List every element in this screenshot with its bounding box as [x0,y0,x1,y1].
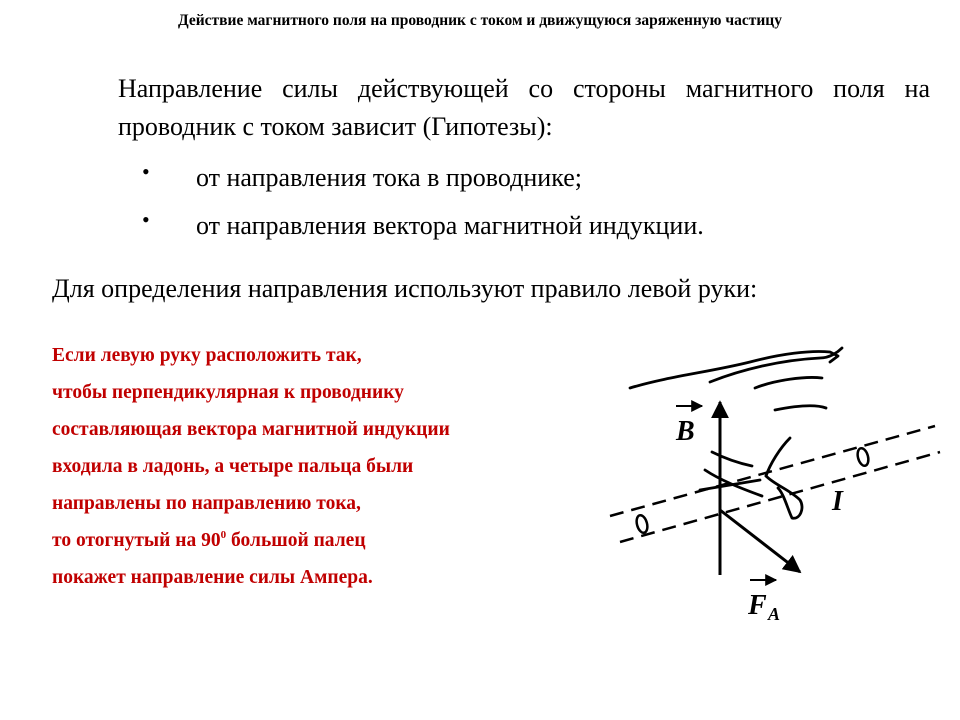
slide-title: Действие магнитного поля на проводник с током и движущуюся заряженную частицу [178,12,782,29]
rule-line: покажет направление силы Ампера. [52,567,373,588]
left-hand-rule-text [52,337,612,596]
rule-line: составляющая вектора магнитной индукции [52,419,450,440]
rule-heading: Для определения направления используют правило левой руки: [52,274,758,303]
label-i: I [832,486,843,517]
rule-line: Если левую руку расположить так, [52,345,362,366]
hypotheses-list [142,154,922,250]
left-hand-rule-figure [590,330,950,630]
intro-paragraph: Направление силы действующей со стороны магнитного поля на проводник с током зависит (Гипотезы): [118,74,930,141]
bullet-icon: • [142,159,150,184]
bullet-text: от направления вектора магнитной индукции. [196,211,704,240]
label-f: F [748,590,767,621]
bullet-text: от направления тока в проводнике; [196,163,582,192]
label-b: B [676,416,695,447]
bullet-icon: • [142,207,150,232]
list-item [142,202,922,250]
hand-outline [630,348,842,518]
force-vector-arrow [720,510,800,572]
rule-line [52,522,612,559]
list-item [142,154,922,202]
degree-superscript: 0 [220,529,227,541]
rule-line-part: то отогнутый на 90 [52,530,221,551]
rule-line: чтобы перпендикулярная к проводнику [52,382,404,403]
rule-line: входила в ладонь, а четыре пальца были [52,456,414,477]
label-f-subscript: A [768,604,781,624]
rule-line-part: большой палец [226,530,366,551]
rule-line: направлены по направлению тока, [52,493,361,514]
